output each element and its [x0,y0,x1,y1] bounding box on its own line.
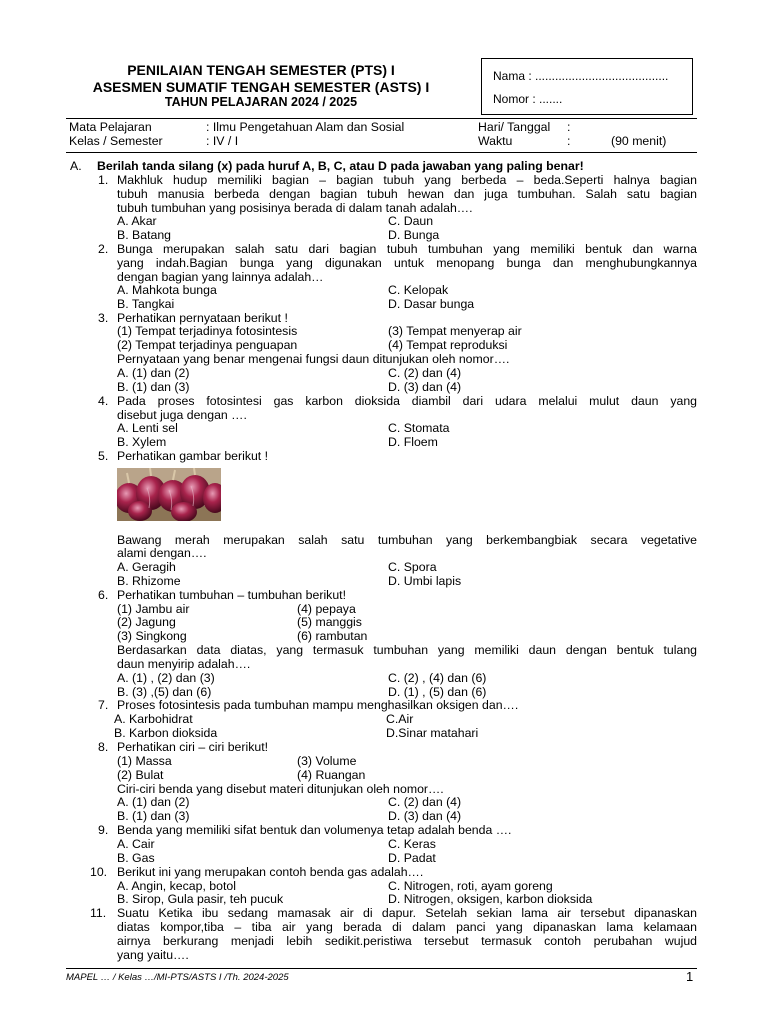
q5-text-line1: Perhatikan gambar berikut ! [117,449,269,463]
q9-option-a[interactable]: A. Cair [117,837,155,851]
class-value: : IV / I [206,134,239,148]
q6-option-d[interactable]: D. (1) , (5) dan (6) [388,685,487,699]
q3-statement-2: (2) Tempat terjadinya penguapan [117,338,298,352]
q6-option-a[interactable]: A. (1) , (2) dan (3) [117,671,215,685]
q3-option-d[interactable]: D. (3) dan (4) [388,380,462,394]
q5-text-line3: alami dengan…. [117,546,207,560]
q6-plant-6: (6) rambutan [297,629,368,643]
date-colon: : [567,120,571,134]
q6-text-line1: Perhatikan tumbuhan – tumbuhan berikut! [117,588,347,602]
q6-text-line2: Berdasarkan data diatas, yang termasuk tumbuhan yang memiliki daun dengan bentuk tulang [117,643,697,657]
q6-plant-4: (4) pepaya [297,602,356,616]
q4-option-a[interactable]: A. Lenti sel [117,421,178,435]
q8-trait-1: (1) Massa [117,754,172,768]
q9-number: 9. [98,823,109,837]
q4-number: 4. [98,394,109,408]
q6-text-line3: daun menyirip adalah…. [117,657,251,671]
section-letter: A. [70,159,82,173]
student-identity-box [481,58,693,115]
q8-option-a[interactable]: A. (1) dan (2) [117,795,190,809]
q1-option-c[interactable]: C. Daun [388,214,434,228]
q3-text-line1: Perhatikan pernyataan berikut ! [117,311,288,325]
subject-value: : Ilmu Pengetahuan Alam dan Sosial [206,120,405,134]
footer-text: MAPEL … / Kelas …/MI-PTS/ASTS I /Th. 2024-2025 [66,972,289,983]
q3-option-c[interactable]: C. (2) dan (4) [388,366,462,380]
q1-option-b[interactable]: B. Batang [117,228,172,242]
q8-text-line2: Ciri-ciri benda yang disebut materi ditunjukan oleh nomor…. [117,782,444,796]
q9-option-c[interactable]: C. Keras [388,837,436,851]
q4-option-c[interactable]: C. Stomata [388,421,450,435]
q2-number: 2. [98,242,109,256]
q1-number: 1. [98,173,109,187]
q2-text-line3: dengan bagian yang lainnya adalah… [117,270,324,284]
q9-text-line1: Benda yang memiliki sifat bentuk dan volumenya tetap adalah benda …. [117,823,512,837]
q8-option-c[interactable]: C. (2) dan (4) [388,795,462,809]
q11-text-line3: airnya berkurang menjadi lebih sedikit.peristiwa tersebut termasuk contoh perubahan wujud [117,934,697,948]
q3-statement-1: (1) Tempat terjadinya fotosintesis [117,324,298,338]
q7-option-b[interactable]: B. Karbon dioksida [114,726,218,740]
q7-option-c[interactable]: C.Air [386,712,414,726]
section-instruction: Berilah tanda silang (x) pada huruf A, B, C, atau D pada jawaban yang paling benar! [97,159,584,173]
q3-statement-3: (3) Tempat menyerap air [388,324,522,338]
q3-number: 3. [98,311,109,325]
q6-plant-3: (3) Singkong [117,629,187,643]
q4-option-b[interactable]: B. Xylem [117,435,167,449]
q10-option-c[interactable]: C. Nitrogen, roti, ayam goreng [388,879,553,893]
footer-rule [66,968,697,969]
q9-option-d[interactable]: D. Padat [388,851,436,865]
q11-text-line1: Suatu Ketika ibu sedang mamasak air di dapur. Setelah sekian lama air tersebut dipanaskan [117,906,697,920]
q10-option-a[interactable]: A. Angin, kecap, botol [117,879,236,893]
q1-text-line3: tubuh tumbuhan yang posisinya berada di dalam tanah adalah…. [117,201,473,215]
q2-option-c[interactable]: C. Kelopak [388,283,449,297]
q6-plant-2: (2) Jagung [117,615,176,629]
q5-option-a[interactable]: A. Geragih [117,560,176,574]
q7-option-d[interactable]: D.Sinar matahari [386,726,479,740]
header-rule-bottom [66,152,697,153]
q5-option-d[interactable]: D. Umbi lapis [388,574,462,588]
q10-option-b[interactable]: B. Sirop, Gula pasir, teh pucuk [117,892,284,906]
time-label: Waktu [478,134,513,148]
date-label: Hari/ Tanggal [478,120,551,134]
q7-option-a[interactable]: A. Karbohidrat [114,712,193,726]
q1-text-line2: tubuh manusia berbeda dengan bagian tubuh hewan dan juga tumbuhan. Salah satu bagian [117,187,697,201]
exam-title-line1: PENILAIAN TENGAH SEMESTER (PTS) I [127,62,395,78]
time-colon: : [567,134,571,148]
number-field[interactable]: Nomor : ....... [493,92,563,106]
q10-option-d[interactable]: D. Nitrogen, oksigen, karbon dioksida [388,892,593,906]
q2-option-d[interactable]: D. Dasar bunga [388,297,475,311]
q5-number: 5. [98,449,109,463]
q3-text-line2: Pernyataan yang benar mengenai fungsi daun ditunjukan oleh nomor…. [117,352,510,366]
q6-option-b[interactable]: B. (3) ,(5) dan (6) [117,685,212,699]
subject-label: Mata Pelajaran [69,120,152,134]
q2-option-a[interactable]: A. Mahkota bunga [117,283,217,297]
q8-trait-4: (4) Ruangan [297,768,366,782]
q8-number: 8. [98,740,109,754]
q5-text-line2: Bawang merah merupakan salah satu tumbuhan yang berkembangbiak secara vegetative [117,533,697,547]
q6-option-c[interactable]: C. (2) , (4) dan (6) [388,671,487,685]
q2-text-line1: Bunga merupakan salah satu dari bagian tubuh tumbuhan yang memiliki bentuk dan warna [117,242,697,256]
q7-text-line1: Proses fotosintesis pada tumbuhan mampu menghasilkan oksigen dan…. [117,698,519,712]
q6-number: 6. [98,588,109,602]
q3-option-b[interactable]: B. (1) dan (3) [117,380,190,394]
red-onion-photo [117,468,221,521]
q5-option-c[interactable]: C. Spora [388,560,437,574]
academic-year: TAHUN PELAJARAN 2024 / 2025 [164,95,358,109]
q8-option-b[interactable]: B. (1) dan (3) [117,809,190,823]
q5-option-b[interactable]: B. Rhizome [117,574,181,588]
q1-text-line1: Makhluk hudup memiliki bagian – bagian tubuh yang berbeda – beda.Seperti halnya bagian [117,173,697,187]
q3-option-a[interactable]: A. (1) dan (2) [117,366,190,380]
q11-text-line2: diatas kompor,tiba – tiba air yang berada di dalam panci yang dipanaskan lama kelamaan [117,920,697,934]
q1-option-a[interactable]: A. Akar [117,214,157,228]
q8-trait-3: (3) Volume [297,754,357,768]
q4-option-d[interactable]: D. Floem [388,435,438,449]
q10-text-line1: Berikut ini yang merupakan contoh benda gas adalah…. [117,865,424,879]
class-label: Kelas / Semester [69,134,163,148]
q4-text-line2: disebut juga dengan …. [117,408,247,422]
q1-option-d[interactable]: D. Bunga [388,228,440,242]
q2-option-b[interactable]: B. Tangkai [117,297,175,311]
q6-plant-5: (5) manggis [297,615,362,629]
exam-title-line2: ASESMEN SUMATIF TENGAH SEMESTER (ASTS) I [92,79,430,95]
q8-text-line1: Perhatikan ciri – ciri berikut! [117,740,269,754]
q11-text-line4: yang yaitu…. [117,948,189,962]
name-field[interactable]: Nama : ........................................ [493,69,669,83]
q8-option-d[interactable]: D. (3) dan (4) [388,809,462,823]
q6-plant-1: (1) Jambu air [117,602,190,616]
q3-statement-4: (4) Tempat reproduksi [388,338,508,352]
q10-number: 10. [90,865,108,879]
page-number: 1 [686,969,694,984]
q11-number: 11. [90,906,107,920]
q9-option-b[interactable]: B. Gas [117,851,155,865]
q4-text-line1: Pada proses fotosintesi gas karbon dioksida diambil dari udara melalui mulut daun yang [117,394,697,408]
header-rule-top [66,118,697,119]
q7-number: 7. [98,698,109,712]
q8-trait-2: (2) Bulat [117,768,164,782]
time-value: (90 menit) [611,134,667,148]
q2-text-line2: yang indah.Bagian bunga yang digunakan untuk menopang bunga dan menghubungkannya [117,256,697,270]
